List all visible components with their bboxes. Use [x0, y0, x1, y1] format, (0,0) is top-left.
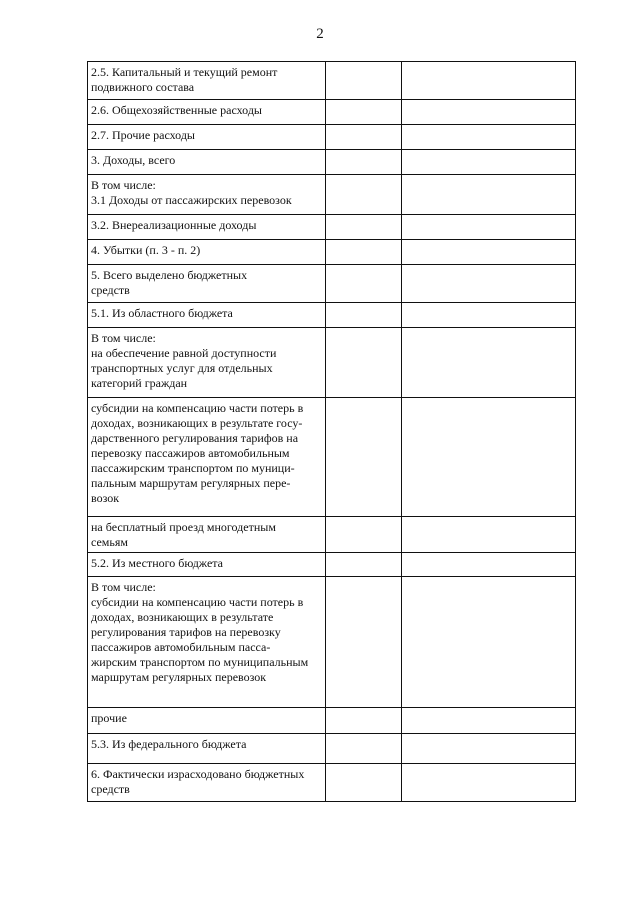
- table-row: [88, 265, 576, 303]
- row-label: прочие: [88, 708, 326, 734]
- value-cell-1[interactable]: [326, 215, 402, 240]
- table-row: [88, 100, 576, 125]
- table-row: [88, 215, 576, 240]
- row-label: 5.1. Из областного бюджета: [88, 303, 326, 328]
- table-row: [88, 553, 576, 577]
- value-cell-2[interactable]: [402, 240, 576, 265]
- table-row: [88, 240, 576, 265]
- value-cell-2[interactable]: [402, 708, 576, 734]
- value-cell-1[interactable]: [326, 328, 402, 398]
- value-cell-2[interactable]: [402, 517, 576, 553]
- row-label: 5. Всего выделено бюджетных средств: [88, 265, 326, 303]
- table-row: [88, 577, 576, 708]
- value-cell-2[interactable]: [402, 734, 576, 764]
- page-number: 2: [316, 26, 324, 42]
- value-cell-2[interactable]: [402, 577, 576, 708]
- value-cell-2[interactable]: [402, 328, 576, 398]
- value-cell-2[interactable]: [402, 303, 576, 328]
- value-cell-2[interactable]: [402, 100, 576, 125]
- value-cell-2[interactable]: [402, 150, 576, 175]
- row-label: на бесплатный проезд многодетным семьям: [88, 517, 326, 553]
- value-cell-2[interactable]: [402, 398, 576, 517]
- value-cell-1[interactable]: [326, 150, 402, 175]
- value-cell-1[interactable]: [326, 517, 402, 553]
- table-row: [88, 708, 576, 734]
- value-cell-2[interactable]: [402, 265, 576, 303]
- table-row: [88, 398, 576, 517]
- value-cell-1[interactable]: [326, 125, 402, 150]
- value-cell-1[interactable]: [326, 553, 402, 577]
- row-label: 2.7. Прочие расходы: [88, 125, 326, 150]
- row-label: 4. Убытки (п. 3 - п. 2): [88, 240, 326, 265]
- table-row: [88, 303, 576, 328]
- table-row: [88, 734, 576, 764]
- value-cell-1[interactable]: [326, 62, 402, 100]
- value-cell-2[interactable]: [402, 764, 576, 802]
- row-label: 5.3. Из федерального бюджета: [88, 734, 326, 764]
- row-label: В том числе: 3.1 Доходы от пассажирских перевозок: [88, 175, 326, 215]
- value-cell-1[interactable]: [326, 175, 402, 215]
- value-cell-2[interactable]: [402, 215, 576, 240]
- value-cell-1[interactable]: [326, 398, 402, 517]
- row-label: В том числе: на обеспечение равной доступности транспортных услуг для отдельных категорий граждан: [88, 328, 326, 398]
- value-cell-1[interactable]: [326, 265, 402, 303]
- value-cell-1[interactable]: [326, 734, 402, 764]
- row-label: 2.5. Капитальный и текущий ремонт подвижного состава: [88, 62, 326, 100]
- value-cell-1[interactable]: [326, 303, 402, 328]
- report-table: [87, 61, 576, 802]
- table-row: [88, 328, 576, 398]
- value-cell-2[interactable]: [402, 175, 576, 215]
- row-label: 6. Фактически израсходовано бюджетных средств: [88, 764, 326, 802]
- value-cell-1[interactable]: [326, 708, 402, 734]
- value-cell-1[interactable]: [326, 764, 402, 802]
- row-label: 3. Доходы, всего: [88, 150, 326, 175]
- table-row: [88, 150, 576, 175]
- row-label: 3.2. Внереализационные доходы: [88, 215, 326, 240]
- value-cell-2[interactable]: [402, 62, 576, 100]
- table-row: [88, 62, 576, 100]
- table-row: [88, 764, 576, 802]
- value-cell-2[interactable]: [402, 125, 576, 150]
- row-label: 2.6. Общехозяйственные расходы: [88, 100, 326, 125]
- table-row: [88, 517, 576, 553]
- value-cell-1[interactable]: [326, 577, 402, 708]
- value-cell-1[interactable]: [326, 240, 402, 265]
- value-cell-2[interactable]: [402, 553, 576, 577]
- row-label: 5.2. Из местного бюджета: [88, 553, 326, 577]
- table-row: [88, 175, 576, 215]
- row-label: субсидии на компенсацию части потерь в доходах, возникающих в результате госу- дарственного регулирования тарифов на перевозку пассажиров автомобильным пассажирским транспортом по муници- пальным маршрутам регулярных пере- возок: [88, 398, 326, 517]
- value-cell-1[interactable]: [326, 100, 402, 125]
- table-row: [88, 125, 576, 150]
- row-label: В том числе: субсидии на компенсацию части потерь в доходах, возникающих в результате регулирования тарифов на перевозку пассажиров автомобильным пасса- жирским транспортом по муниципальным маршрутам регулярных перевозок: [88, 577, 326, 708]
